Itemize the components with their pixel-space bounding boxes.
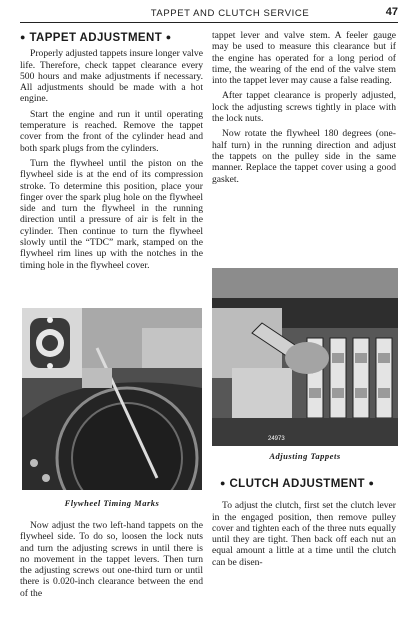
flywheel-illustration xyxy=(22,308,202,490)
flywheel-timing-photo xyxy=(22,308,202,490)
bullet-icon: ● xyxy=(368,478,375,488)
bullet-icon: ● xyxy=(20,32,26,42)
right-column-continued xyxy=(212,476,396,572)
left-column-continued xyxy=(20,520,203,603)
tappet-heading-text: TAPPET ADJUSTMENT xyxy=(29,32,163,44)
left-column xyxy=(20,30,203,275)
page-number: 47 xyxy=(385,6,398,18)
bullet-icon: ● xyxy=(165,32,172,42)
paragraph: tappet lever and valve stem. A feeler gauge may be used to measure this clearance but if the engine has operated for a long period of time, the wearing of the end of the valve stem into the tappet lever may cause a false reading. xyxy=(212,30,396,87)
bullet-icon: ● xyxy=(220,478,226,488)
page-header xyxy=(20,8,398,23)
paragraph: After tappet clearance is properly adjusted, lock the adjusting screws tightly in place with the lock nuts. xyxy=(212,90,396,125)
running-title: TAPPET AND CLUTCH SERVICE xyxy=(150,8,310,19)
paragraph: Turn the flywheel until the piston on the flywheel side is at the end of its compression stroke. To determine this position, place your finger over the spark plug hole on the flywheel side and turn the flywheel in the running direction until a pressure of air is felt in the cylinder. Then continue to turn the flywheel slowly until the “TDC” mark, stamped on the flywheel rim lines up with the notches in the timing hole in the flywheel cover. xyxy=(20,157,203,271)
adjusting-tappets-photo xyxy=(212,268,398,446)
figure-number: 24973 xyxy=(268,436,285,442)
paragraph: Now rotate the flywheel 180 degrees (one-half turn) in the running direction and adjust the tappets on the pulley side in the same manner. Replace the tappet cover using a good gasket. xyxy=(212,128,396,185)
section-heading-clutch xyxy=(212,478,396,490)
paragraph: Start the engine and run it until operating temperature is reached. Remove the tappet cover from the front of the cylinder head and both spark plugs from the cylinders. xyxy=(20,108,203,154)
tappets-illustration xyxy=(212,268,398,446)
paragraph: Now adjust the two left-hand tappets on the flywheel side. To do so, loosen the lock nuts and turn the adjusting screws in until there is no movement in the tappet levers. Then turn the adjusting screws out one-third turn or until there is 0.020-inch clearance between the end of the xyxy=(20,520,203,599)
paragraph: To adjust the clutch, first set the clutch lever in the engaged position, then remove pulley cover and tighten each of the three nuts equally until they are tight. Then back off each nut an equal amount a little at a time until the clutch can be disen- xyxy=(212,500,396,568)
section-heading-tappet xyxy=(20,32,203,44)
clutch-heading-text: CLUTCH ADJUSTMENT xyxy=(229,478,365,490)
paragraph: Properly adjusted tappets insure longer valve life. Therefore, check tappet clearance every 500 hours and make adjustments if necessary. All adjustments should be made with a hot engine. xyxy=(20,48,203,105)
right-column xyxy=(212,30,396,189)
flywheel-caption: Flywheel Timing Marks xyxy=(64,498,160,508)
tappets-caption: Adjusting Tappets xyxy=(269,451,341,461)
